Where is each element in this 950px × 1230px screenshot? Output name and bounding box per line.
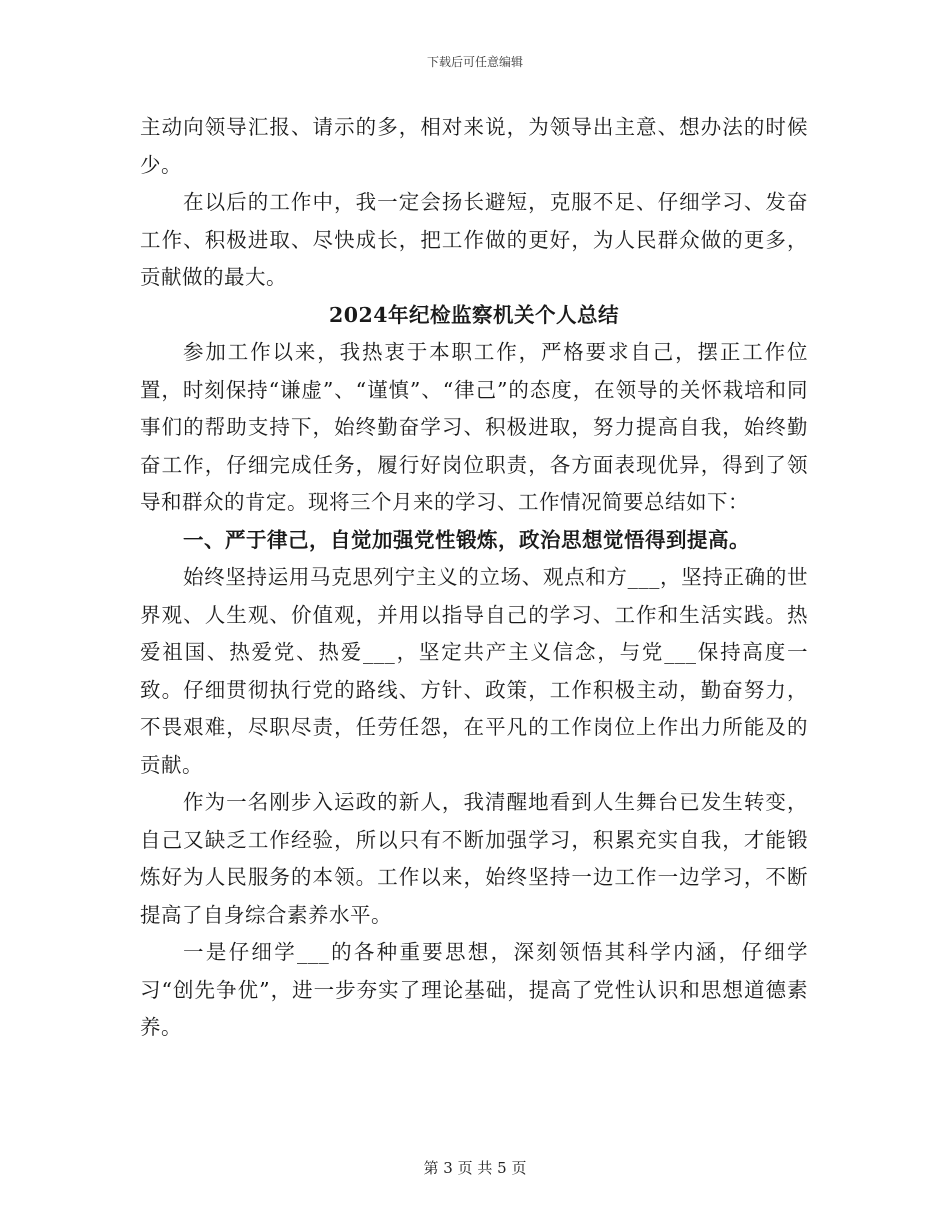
paragraph-body-2: 作为一名刚步入运政的新人，我清醒地看到人生舞台已发生转变，自己又缺乏工作经验，所以只有不断加强学习，积累充实自我，才能锻炼好为人民服务的本领。工作以来，始终坚持一边工作一边学习，不断提高了自身综合素养水平。 <box>140 790 808 927</box>
paragraph-body-3: 一是仔细学___的各种重要思想，深刻领悟其科学内涵，仔细学习“创先争优”，进一步夯实了理论基础，提高了党性认识和思想道德素养。 <box>140 940 808 1039</box>
document-body <box>140 109 808 1047</box>
paragraph-continuation: 主动向领导汇报、请示的多，相对来说，为领导出主意、想办法的时候少。 <box>140 115 808 177</box>
page-header: 下载后可任意编辑 <box>426 55 523 69</box>
paragraph-body-1: 始终坚持运用马克思列宁主义的立场、观点和方___，坚持正确的世界观、人生观、价值观，并用以指导自己的学习、工作和生活实践。热爱祖国、热爱党、热爱___，坚定共产主义信念，与党___保持高度一致。仔细贯彻执行党的路线、方针、政策，工作积极主动，勤奋努力，不畏艰难，尽职尽责，任劳任怨，在平凡的工作岗位上作出力所能及的贡献。 <box>140 565 808 777</box>
section-heading-1: 一、严于律己，自觉加强党性锻炼，政治思想觉悟得到提高。 <box>183 527 751 552</box>
paragraph-intro: 参加工作以来，我热衷于本职工作，严格要求自己，摆正工作位置，时刻保持“谦虚”、“谨慎”、“律己”的态度，在领导的关怀栽培和同事们的帮助支持下，始终勤奋学习、积极进取，努力提高自我，始终勤奋工作，仔细完成任务，履行好岗位职责，各方面表现优异，得到了领导和群众的肯定。现将三个月来的学习、工作情况简要总结如下： <box>140 340 808 514</box>
section-title: 2024年纪检监察机关个人总结 <box>328 302 620 327</box>
page-footer: 第 3 页 共 5 页 <box>423 1159 527 1177</box>
paragraph-conclusion: 在以后的工作中，我一定会扬长避短，克服不足、仔细学习、发奋工作、积极进取、尽快成长，把工作做的更好，为人民群众做的更多，贡献做的最大。 <box>140 190 808 289</box>
